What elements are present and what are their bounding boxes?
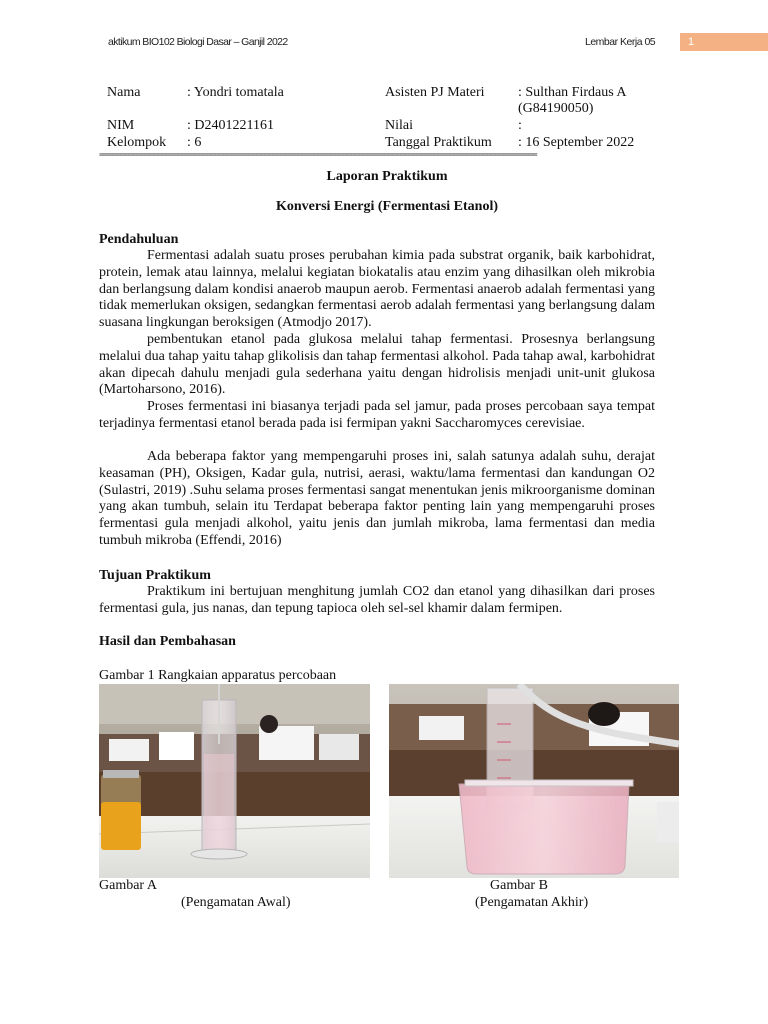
header-course-title: aktikum BIO102 Biologi Dasar – Ganjil 2022 [108, 36, 288, 48]
tanggal-label: Tanggal Praktikum [385, 135, 492, 150]
page-header [0, 33, 768, 53]
tujuan-paragraph: Praktikum ini bertujuan menghitung jumlah CO2 dan etanol yang dihasilkan dari proses fermentasi gula, jus nanas, dan tepung tapioca oleh sel-sel khamir dalam fermipen. [99, 584, 655, 616]
kelompok-label: Kelompok [107, 135, 167, 150]
nilai-label: Nilai [385, 118, 413, 133]
pendahuluan-paragraph-3: Proses fermentasi ini biasanya terjadi pada sel jamur, pada proses percobaan saya tempat terjadinya fermentasi etanol berada pada isi fermipan yakni Saccharomyces cerevisiae. [99, 399, 655, 431]
pendahuluan-paragraph-4: Ada beberapa faktor yang mempengaruhi proses ini, salah satunya adalah suhu, derajat keasaman (PH), Oksigen, Kadar gula, nutrisi, aerasi, waktu/lama fermentasi dan kandungan O2 (Sulastri, 2019) .Suhu selama proses fermentasi sangat menentukan jenis mikroorganisme dominan yang akan tumbuh, selain itu Terdapat beberapa faktor penting lain yang mempengaruhi proses fermentasi gula menjadi alkohol, yaitu jenis dan jumlah mikroba, lama fermentasi dan media tumbuh mikroba (Effendi, 2016) [99, 449, 655, 548]
gambar-b-sublabel: (Pengamatan Akhir) [475, 895, 589, 910]
report-subtitle: Konversi Energi (Fermentasi Etanol) [275, 199, 499, 214]
tujuan-heading: Tujuan Praktikum [99, 568, 211, 583]
separator-line: ========================================================================================================== [99, 153, 536, 160]
header-worksheet-label: Lembar Kerja 05 [585, 36, 656, 48]
asisten-value: : Sulthan Firdaus A [518, 85, 627, 100]
gambar-a-label: Gambar A [99, 878, 157, 893]
asisten-id: (G84190050) [518, 101, 594, 116]
figure-caption: Gambar 1 Rangkaian apparatus percobaan [99, 668, 337, 683]
photo-gambar-a [99, 684, 370, 878]
gambar-a-sublabel: (Pengamatan Awal) [181, 895, 291, 910]
pendahuluan-paragraph-2: pembentukan etanol pada glukosa melalui tahap fermentasi. Prosesnya berlangsung melalui dua tahap yaitu tahap glikolisis dan tahap fermentasi alkohol. Pada tahap awal, karbohidrat akan dipecah dahulu menjadi gula sederhana yaitu dengan hidrolisis menjadi unit-unit glukosa (Martoharsono, 2016). [99, 332, 655, 398]
photo-gambar-b [389, 684, 679, 878]
page-number-badge: 1 [680, 33, 768, 51]
gambar-b-label: Gambar B [490, 878, 548, 893]
nama-label: Nama [107, 85, 141, 100]
nim-label: NIM [107, 118, 135, 133]
pendahuluan-heading: Pendahuluan [99, 232, 179, 247]
lab-photo-final-illustration [389, 684, 679, 878]
kelompok-value: : 6 [187, 135, 202, 150]
hasil-heading: Hasil dan Pembahasan [99, 634, 236, 649]
report-title: Laporan Praktikum [326, 169, 448, 184]
nilai-value: : [518, 118, 522, 133]
tanggal-value: : 16 September 2022 [518, 135, 635, 150]
nama-value: : Yondri tomatala [187, 85, 284, 100]
asisten-label: Asisten PJ Materi [385, 85, 485, 100]
nim-value: : D2401221161 [187, 118, 274, 133]
pendahuluan-paragraph-1: Fermentasi adalah suatu proses perubahan kimia pada substrat organik, baik karbohidrat, protein, lemak atau lainnya, melalui kegiatan biokatalis atau enzim yang dihasilkan oleh mikrobia dan berlangsung dalam kondisi anaerob maupun aerob. Fermentasi anaerob adalah fermentasi yang tidak memerlukan oksigen, sedangkan fermentasi aerob adalah fermentasi yang berlangsung dalam suasana lingkungan beroksigen (Atmodjo 2017). [99, 248, 655, 331]
lab-photo-initial-illustration [99, 684, 370, 878]
